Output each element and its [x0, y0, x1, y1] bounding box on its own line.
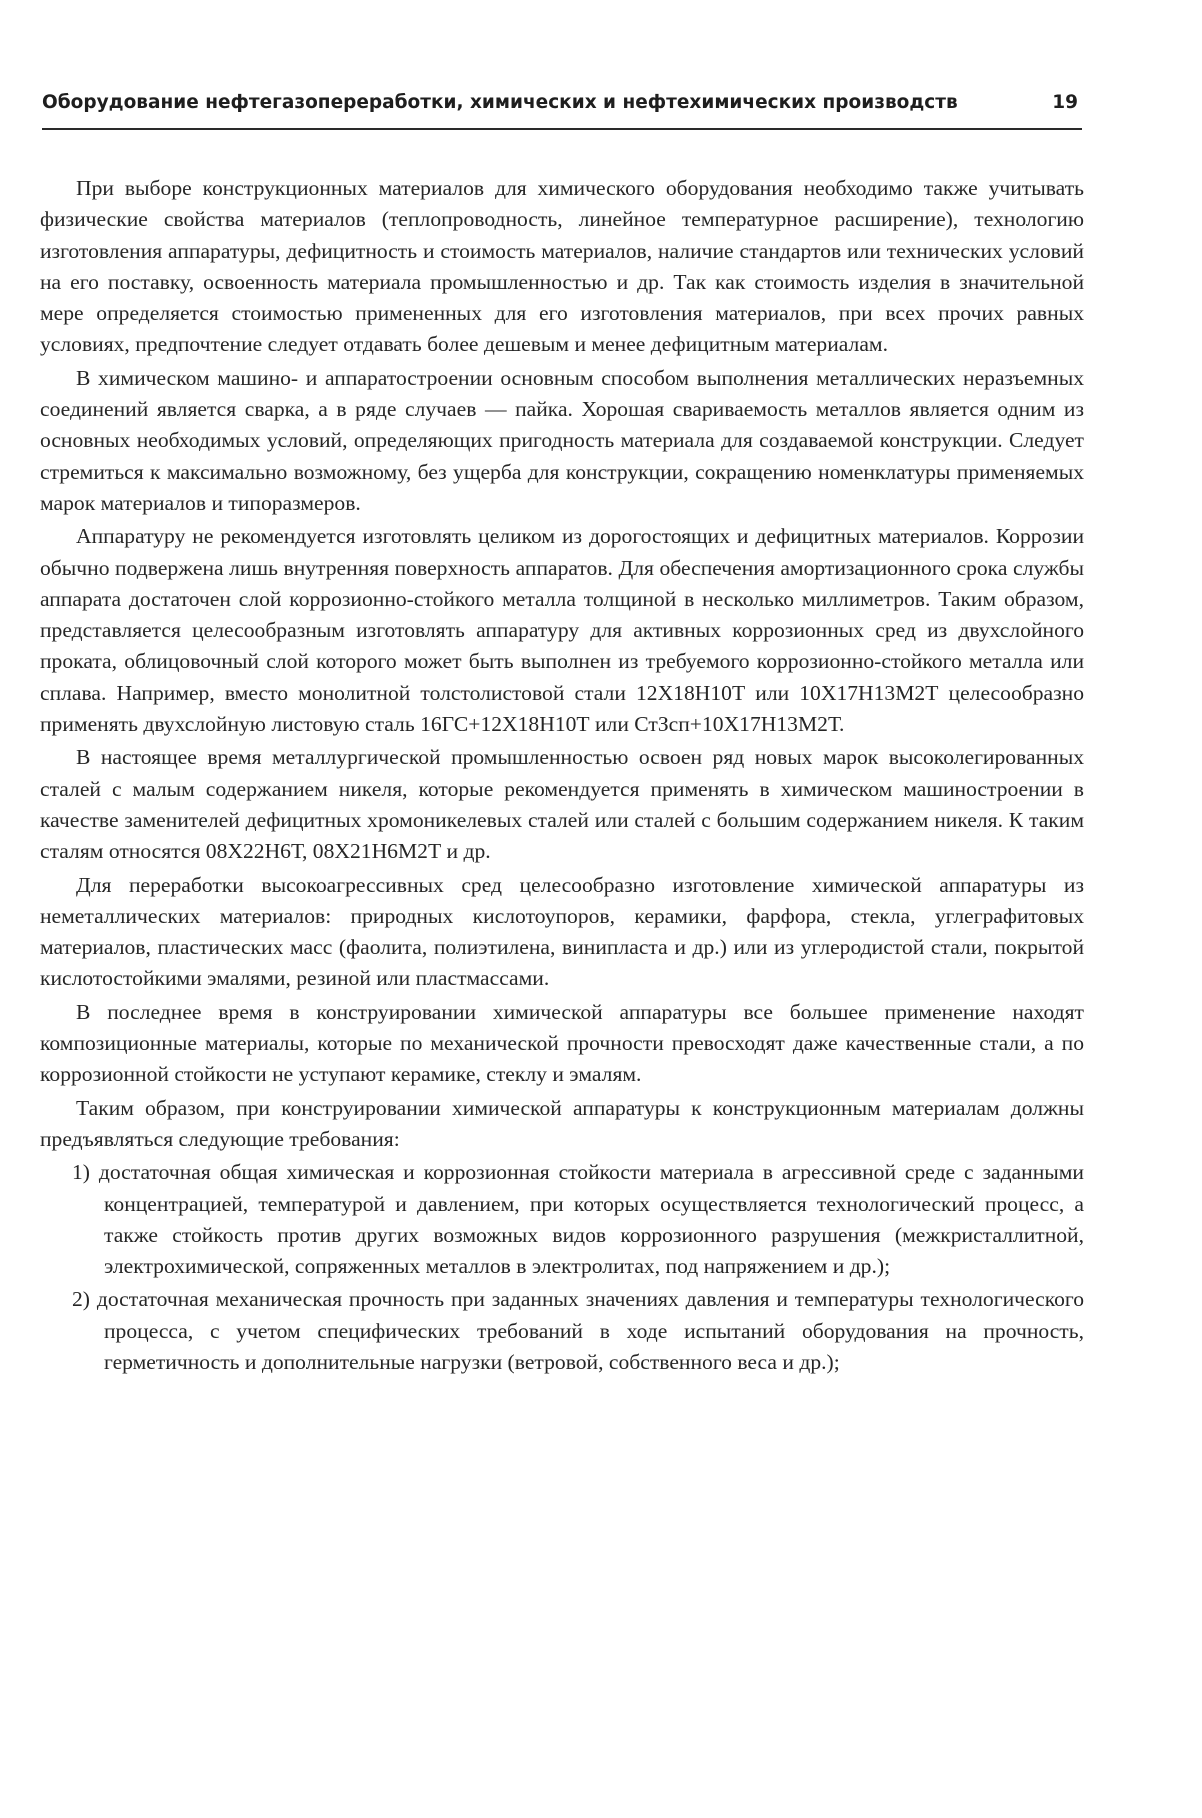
paragraph-3: Аппаратуру не рекомендуется изготовлять целиком из дорогостоящих и дефицитных материалов. Коррозии обычно подвержена лишь внутренняя поверхность аппаратов. Для обеспечения амортизационного срока службы аппарата достаточен слой коррозионно-стойкого металла толщиной в несколько миллиметров. Таким образом, представляется целесообразным изготовлять аппаратуру для активных коррозионных сред из двухслойного проката, облицовочный слой которого может быть выполнен из требуемого коррозионно-стойкого металла или сплава. Например, вместо монолитной толстолистовой стали 12Х18Н10Т или 10Х17Н13М2Т целесообразно применять двухслойную листовую сталь 16ГС+12Х18Н10Т или СтЗсп+10Х17Н13М2Т. — [40, 524, 1084, 737]
paragraph-5: Для переработки высокоагрессивных сред целесообразно изготовление химической аппаратуры из неметаллических материалов: природных кислотоупоров, керамики, фарфора, стекла, углеграфитовых материалов, пластических масс (фаолита, полиэтилена, винипласта и др.) или из углеродистой стали, покрытой кислотостойкими эмалями, резиной или пластмассами. — [40, 872, 1084, 991]
page-number: 19 — [1052, 92, 1078, 113]
paragraph-1: При выборе конструкционных материалов для химического оборудования необходимо также учитывать физические свойства материалов (теплопроводность, линейное температурное расширение), технологию изготовления аппаратуры, дефицитность и стоимость материалов, наличие стандартов или технических условий на его поставку, освоенность материала промышленностью и др. Так как стоимость изделия в значительной мере определяется стоимостью примененных для его изготовления материалов, при всех прочих равных условиях, предпочтение следует отдавать более дешевым и менее дефицитным материалам. — [40, 176, 1084, 357]
running-header — [42, 88, 1082, 130]
paragraph-4: В настоящее время металлургической промышленностью освоен ряд новых марок высоколегированных сталей с малым содержанием никеля, которые рекомендуется применять в химическом машиностроении в качестве заменителей дефицитных хромоникелевых сталей или сталей с большим содержанием никеля. К таким сталям относятся 08Х22Н6Т, 08Х21Н6М2Т и др. — [40, 745, 1084, 864]
paragraph-6: В последнее время в конструировании химической аппаратуры все большее применение находят композиционные материалы, которые по механической прочности превосходят даже качественные стали, а по коррозионной стойкости не уступают керамике, стеклу и эмалям. — [40, 999, 1084, 1087]
main-text — [40, 173, 1084, 1380]
paragraph-2: В химическом машино- и аппаратостроении основным способом выполнения металлических неразъемных соединений является сварка, а в ряде случаев — пайка. Хорошая свариваемость металлов является одним из основных необходимых условий, определяющих пригодность материала для создаваемой конструкции. Следует стремиться к максимально возможному, без ущерба для конструкции, сокращению номенклатуры применяемых марок материалов и типоразмеров. — [40, 365, 1084, 515]
requirement-item-2: 2) достаточная механическая прочность при заданных значениях давления и температуры технологического процесса, с учетом специфических требований в ходе испытаний оборудования на прочность, герметичность и дополнительные нагрузки (ветровой, собственного веса и др.); — [72, 1287, 1084, 1374]
paragraph-7: Таким образом, при конструировании химической аппаратуры к конструкционным материалам должны предъявляться следующие требования: — [40, 1095, 1084, 1151]
requirement-item-1: 1) достаточная общая химическая и коррозионная стойкости материала в агрессивной среде с заданными концентрацией, температурой и давлением, при которых осуществляется технологический процесс, а также стойкость против других возможных видов коррозионного разрушения (межкристаллитной, электрохимической, сопряженных металлов в электролитах, под напряжением и др.); — [72, 1160, 1084, 1279]
header-title: Оборудование нефтегазопереработки, химических и нефтехимических производств — [42, 92, 958, 113]
